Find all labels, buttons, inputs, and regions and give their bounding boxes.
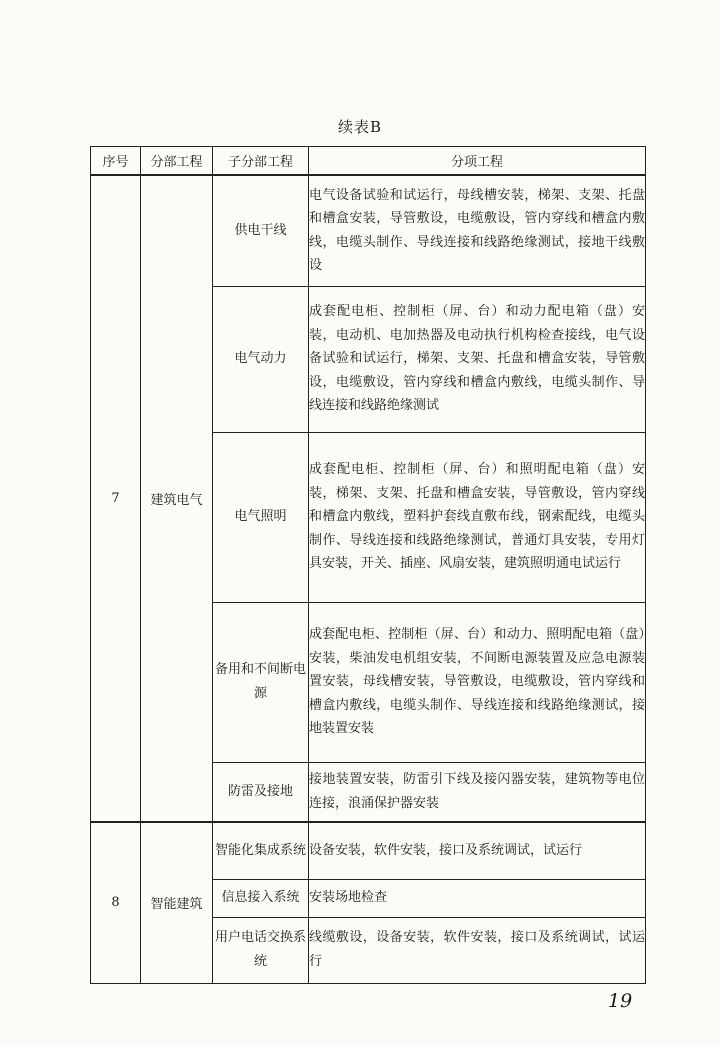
sub-division-cell: 电气照明	[213, 432, 309, 602]
header-items: 分项工程	[309, 147, 646, 176]
header-sub-division: 子分部工程	[213, 147, 309, 176]
table-header-row	[91, 147, 646, 176]
table-row	[91, 175, 646, 286]
sub-division-cell: 信息接入系统	[213, 879, 309, 917]
sub-division-cell: 用户电话交换系统	[213, 917, 309, 983]
sub-division-cell: 供电干线	[213, 175, 309, 286]
project-division-table	[90, 146, 646, 984]
items-cell: 线缆敷设，设备安装，软件安装，接口及系统调试，试运行	[309, 917, 646, 983]
page-number: 19	[608, 990, 633, 1012]
items-cell: 接地装置安装，防雷引下线及接闪器安装，建筑物等电位连接，浪涌保护器安装	[309, 762, 646, 822]
header-seq: 序号	[91, 147, 141, 176]
items-cell: 成套配电柜、控制柜（屏、台）和动力、照明配电箱（盘）安装，柴油发电机组安装，不间断电源装置及应急电源装置安装，母线槽安装，导管敷设，电缆敷设，管内穿线和槽盒内敷线，电缆头制作、导线连接和线路绝缘测试，接地装置安装	[309, 602, 646, 762]
sub-division-cell: 备用和不间断电源	[213, 602, 309, 762]
sub-division-cell: 防雷及接地	[213, 762, 309, 822]
sub-division-cell: 电气动力	[213, 286, 309, 432]
group-seq: 7	[91, 175, 141, 822]
group-division: 建筑电气	[141, 175, 213, 822]
items-cell: 成套配电柜、控制柜（屏、台）和动力配电箱（盘）安装，电动机、电加热器及电动执行机构检查接线，电气设备试验和试运行，梯架、支架、托盘和槽盒安装，导管敷设，电缆敷设，管内穿线和槽盒内敷线，电缆头制作、导线连接和线路绝缘测试	[309, 286, 646, 432]
sub-division-cell: 智能化集成系统	[213, 822, 309, 879]
group-seq: 8	[91, 822, 141, 983]
items-cell: 设备安装，软件安装，接口及系统调试，试运行	[309, 822, 646, 879]
items-cell: 安装场地检查	[309, 879, 646, 917]
table-row	[91, 822, 646, 879]
table-caption: 续表B	[337, 118, 383, 136]
header-division: 分部工程	[141, 147, 213, 176]
items-cell: 成套配电柜、控制柜（屏、台）和照明配电箱（盘）安装，梯架、支架、托盘和槽盒安装，导管敷设，管内穿线和槽盒内敷线，塑料护套线直敷布线，钢索配线，电缆头制作、导线连接和线路绝缘测试，普通灯具安装，专用灯具安装，开关、插座、风扇安装，建筑照明通电试运行	[309, 432, 646, 602]
group-division: 智能建筑	[141, 822, 213, 983]
items-cell: 电气设备试验和试运行，母线槽安装，梯架、支架、托盘和槽盒安装，导管敷设，电缆敷设，管内穿线和槽盒内敷线，电缆头制作、导线连接和线路绝缘测试，接地干线敷设	[309, 175, 646, 286]
